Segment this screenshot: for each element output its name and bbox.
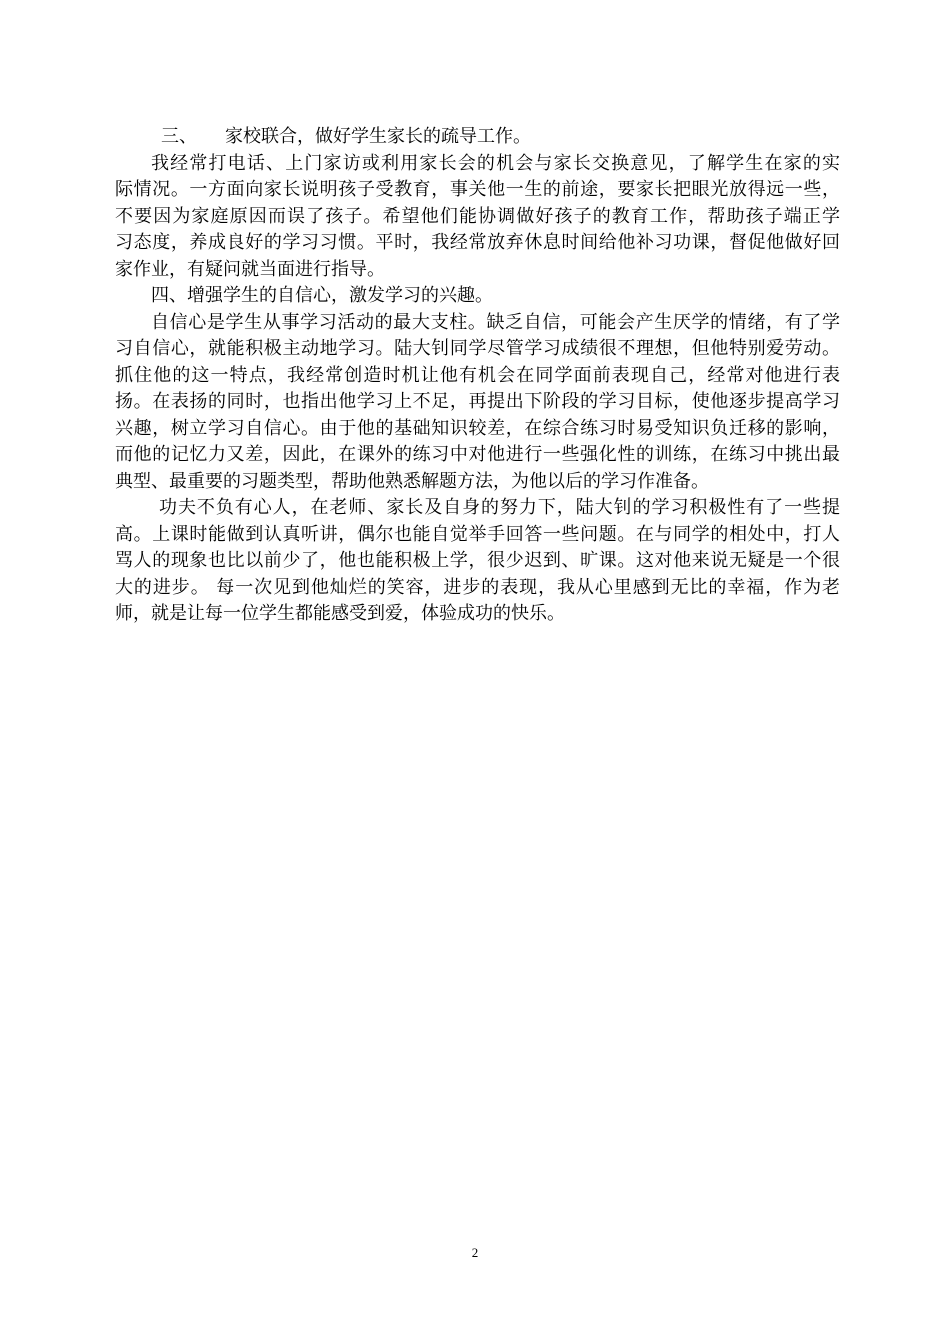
section-heading-4: 四、增强学生的自信心，激发学习的兴趣。 <box>151 285 493 306</box>
paragraph-line: 骂人的现象也比以前少了，他也能积极上学，很少迟到、旷课。这对他来说无疑是一个很 <box>115 550 840 571</box>
section-number: 三、 <box>161 126 197 147</box>
paragraph-line: 功夫不负有心人，在老师、家长及自身的努力下，陆大钊的学习积极性有了一些提 <box>159 497 840 518</box>
paragraph-line: 我经常打电话、上门家访或利用家长会的机会与家长交换意见，了解学生在家的实 <box>151 152 840 174</box>
paragraph-line: 习态度，养成良好的学习习惯。平时，我经常放弃休息时间给他补习功课，督促他做好回 <box>115 232 840 253</box>
paragraph-line: 大的进步。 每一次见到他灿烂的笑容，进步的表现，我从心里感到无比的幸福，作为老 <box>115 576 840 598</box>
paragraph-line: 自信心是学生从事学习活动的最大支柱。缺乏自信，可能会产生厌学的情绪，有了学 <box>151 311 840 333</box>
paragraph-line: 兴趣，树立学习自信心。由于他的基础知识较差，在综合练习时易受知识负迁移的影响， <box>115 417 840 439</box>
paragraph-line: 习自信心，就能积极主动地学习。陆大钊同学尽管学习成绩很不理想，但他特别爱劳动。 <box>115 338 840 359</box>
paragraph-line: 际情况。一方面向家长说明孩子受教育，事关他一生的前途，要家长把眼光放得远一些， <box>115 179 840 200</box>
document-body <box>115 124 840 628</box>
paragraph-line: 师，就是让每一位学生都能感受到爱，体验成功的快乐。 <box>115 603 565 624</box>
paragraph-line: 扬。在表扬的同时，也指出他学习上不足，再提出下阶段的学习目标，使他逐步提高学习 <box>115 391 840 412</box>
paragraph-line: 抓住他的这一特点，我经常创造时机让他有机会在同学面前表现自己，经常对他进行表 <box>115 364 840 386</box>
paragraph-line: 家作业，有疑问就当面进行指导。 <box>115 258 385 280</box>
paragraph-line: 典型、最重要的习题类型，帮助他熟悉解题方法，为他以后的学习作准备。 <box>115 470 709 492</box>
paragraph-line: 不要因为家庭原因而误了孩子。希望他们能协调做好孩子的教育工作，帮助孩子端正学 <box>115 205 840 227</box>
page-number: 2 <box>471 1245 479 1260</box>
paragraph-line: 而他的记忆力又差，因此，在课外的练习中对他进行一些强化性的训练，在练习中挑出最 <box>115 444 840 465</box>
section-heading-3 <box>115 124 840 151</box>
paragraph-line: 高。上课时能做到认真听讲，偶尔也能自觉举手回答一些问题。在与同学的相处中，打人 <box>115 523 840 545</box>
paragraph-conclusion <box>115 495 840 628</box>
paragraph-family-communication <box>115 151 840 284</box>
paragraph-confidence <box>115 310 840 496</box>
section-heading-text: 家校联合，做好学生家长的疏导工作。 <box>225 126 531 147</box>
